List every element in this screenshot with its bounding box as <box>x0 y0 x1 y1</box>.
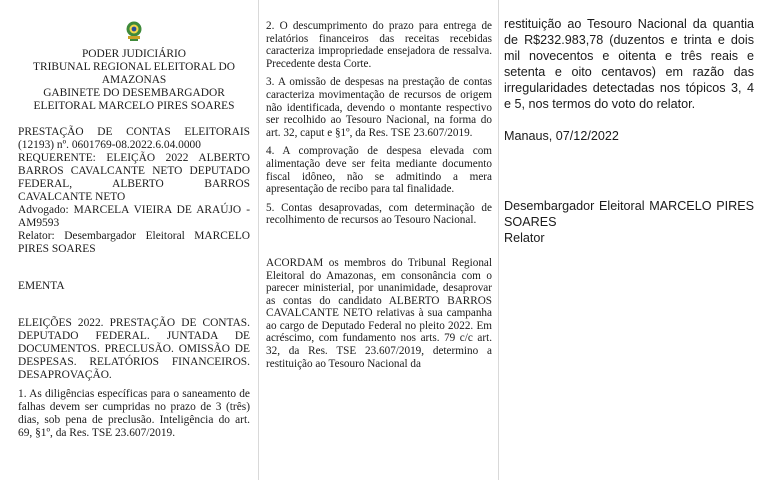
ementa-item-1: 1. As diligências específicas para o saneamento de falhas devem ser cumpridas no prazo de 3 (três) dias, sob pena de preclusão. Inteligência do art. 69, §1º, da Res. TSE 23.607/2019. <box>18 388 250 439</box>
acordam-paragraph: ACORDAM os membros do Tribunal Regional Eleitoral do Amazonas, em consonância com o parecer ministerial, por unanimidade, desaprovar as contas do candidato ALBERTO BARROS CAVALCANTE NETO relativas à sua campanha ao cargo de Deputado Federal no pleito 2022. Em acréscimo, com fundamento nos arts. 79 c/c art. 32, da Res. TSE 23.607/2019, determino a restituição ao Tesouro Nacional da <box>266 256 492 370</box>
signature-role: Relator <box>504 231 545 245</box>
coat-of-arms-icon <box>125 20 143 42</box>
case-requerente: REQUERENTE: ELEIÇÃO 2022 ALBERTO BARROS CAVALCANTE NETO DEPUTADO FEDERAL, ALBERTO BARROS CAVALCANTE NETO <box>18 152 250 203</box>
middle-column <box>258 0 498 480</box>
ementa-heading: EMENTA <box>18 280 65 292</box>
header-line-3: GABINETE DO DESEMBARGADOR ELEITORAL MARCELO PIRES SOARES <box>33 87 235 112</box>
ementa-item-5: 5. Contas desaprovadas, com determinação de recolhimento de recursos ao Tesouro Nacional. <box>266 201 492 227</box>
signature-name: Desembargador Eleitoral MARCELO PIRES SOARES <box>504 199 754 229</box>
court-header <box>18 48 250 113</box>
ementa-item-4: 4. A comprovação de despesa elevada com alimentação deve ser feita mediante documento fiscal idôneo, não se admitindo a mera apresentação de recibo para tal finalidade. <box>266 145 492 196</box>
ementa-item-2: 2. O descumprimento do prazo para entrega de relatórios financeiros das receitas recebidas caracteriza impropriedade ensejadora de ressalva. Precedente desta Corte. <box>266 20 492 70</box>
ementa-summary: ELEIÇÕES 2022. PRESTAÇÃO DE CONTAS. DEPUTADO FEDERAL. JUNTADA DE DOCUMENTOS. PRECLUSÃO. OMISSÃO DE DESPESAS. RELATÓRIOS FINANCEIROS. DESAPROVAÇÃO. <box>18 317 250 381</box>
case-title: PRESTAÇÃO DE CONTAS ELEITORAIS (12193) nº. 0601769-08.2022.6.04.0000 <box>18 126 250 151</box>
left-column <box>0 0 258 480</box>
case-advogado: Advogado: MARCELA VIEIRA DE ARAÚJO - AM9593 <box>18 204 250 229</box>
document-date: Manaus, 07/12/2022 <box>504 129 619 143</box>
right-column <box>498 0 768 480</box>
case-relator: Relator: Desembargador Eleitoral MARCELO PIRES SOARES <box>18 230 250 255</box>
acordam-continuation: restituição ao Tesouro Nacional da quantia de R$232.983,78 (duzentos e trinta e dois mil novecentos e oitenta e três reais e setenta e oito centavos) em razão das irregularidades detectadas nos tópicos 3, 4 e 5, nos termos do voto do relator. <box>504 17 754 111</box>
ementa-item-3: 3. A omissão de despesas na prestação de contas caracteriza movimentação de recursos de origem não identificada, devendo o montante respectivo ser recolhido ao Tesouro Nacional, na forma do art. 32, caput e §1º, da Res. TSE 23.607/2019. <box>266 76 492 139</box>
header-line-1: PODER JUDICIÁRIO <box>81 48 187 60</box>
header-line-2: TRIBUNAL REGIONAL ELEITORAL DO AMAZONAS <box>33 61 235 86</box>
